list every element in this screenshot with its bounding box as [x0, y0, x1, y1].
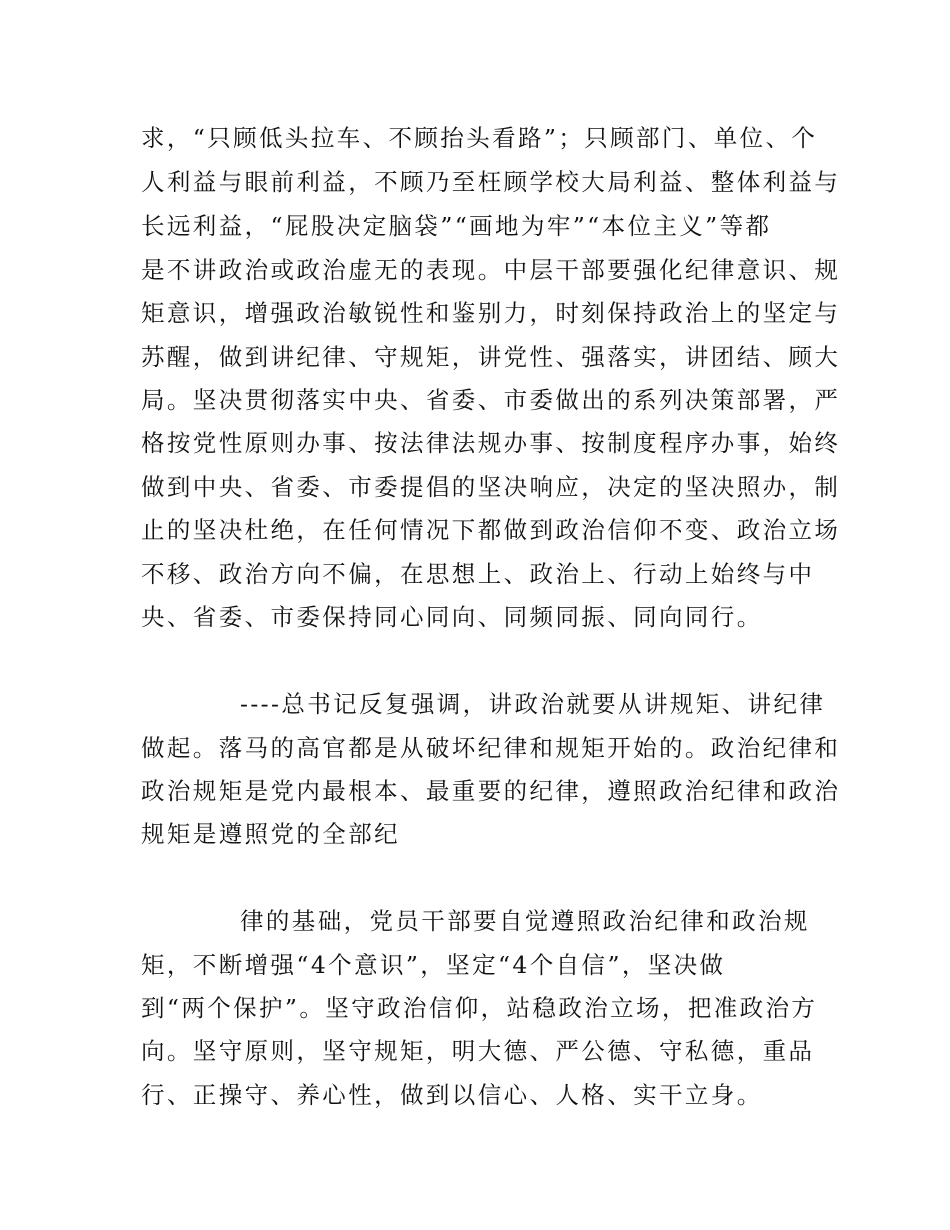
paragraph-line: 到“两个保护”。坚守政治信仰，站稳政治立场，把准政治方: [141, 994, 818, 1022]
paragraph-line: 格按党性原则办事、按法律法规办事、按制度程序办事，始终: [141, 429, 841, 457]
paragraph-line: 苏醒，做到讲纪律、守规矩，讲党性、强落实，讲团结、顾大: [141, 343, 841, 371]
paragraph-line: 行、正操守、养心性，做到以信心、人格、实干立身。: [141, 1081, 763, 1109]
paragraph-line: 做起。落马的高官都是从破坏纪律和规矩开始的。政治纪律和: [141, 734, 841, 762]
paragraph-line: 政治规矩是党内最根本、最重要的纪律，遵照政治纪律和政治: [141, 777, 841, 805]
paragraph-line: 矩意识，增强政治敏锐性和鉴别力，时刻保持政治上的坚定与: [141, 299, 841, 327]
paragraph-line: 止的坚决杜绝，在任何情况下都做到政治信仰不变、政治立场: [141, 516, 841, 544]
paragraph-line: 长远利益，“屁股决定脑袋”“画地为牢”“本位主义”等都: [141, 212, 772, 240]
paragraph-line: 求，“只顾低头拉车、不顾抬头看路”；只顾部门、单位、个: [141, 124, 818, 152]
paragraph-line: ----总书记反复强调，讲政治就要从讲规矩、讲纪律: [240, 690, 826, 718]
paragraph-line: 律的基础，党员干部要自觉遵照政治纪律和政治规: [240, 907, 810, 935]
paragraph-line: 不移、政治方向不偏，在思想上、政治上、行动上始终与中: [141, 560, 815, 588]
paragraph-line: 向。坚守原则，坚守规矩，明大德、严公德、守私德，重品: [141, 1037, 815, 1065]
paragraph-line: 央、省委、市委保持同心同向、同频同振、同向同行。: [141, 603, 763, 631]
paragraph-line: 人利益与眼前利益，不顾乃至枉顾学校大局利益、整体利益与: [141, 168, 841, 196]
paragraph-line: 矩，不断增强“4个意识”，坚定“4个自信”，坚决做: [141, 951, 726, 979]
paragraph-line: 规矩是遵照党的全部纪: [141, 820, 400, 848]
paragraph-line: 局。坚决贯彻落实中央、省委、市委做出的系列决策部署，严: [141, 386, 841, 414]
paragraph-line: 是不讲政治或政治虚无的表现。中层干部要强化纪律意识、规: [141, 256, 841, 284]
paragraph-line: 做到中央、省委、市委提倡的坚决响应，决定的坚决照办，制: [141, 473, 841, 501]
